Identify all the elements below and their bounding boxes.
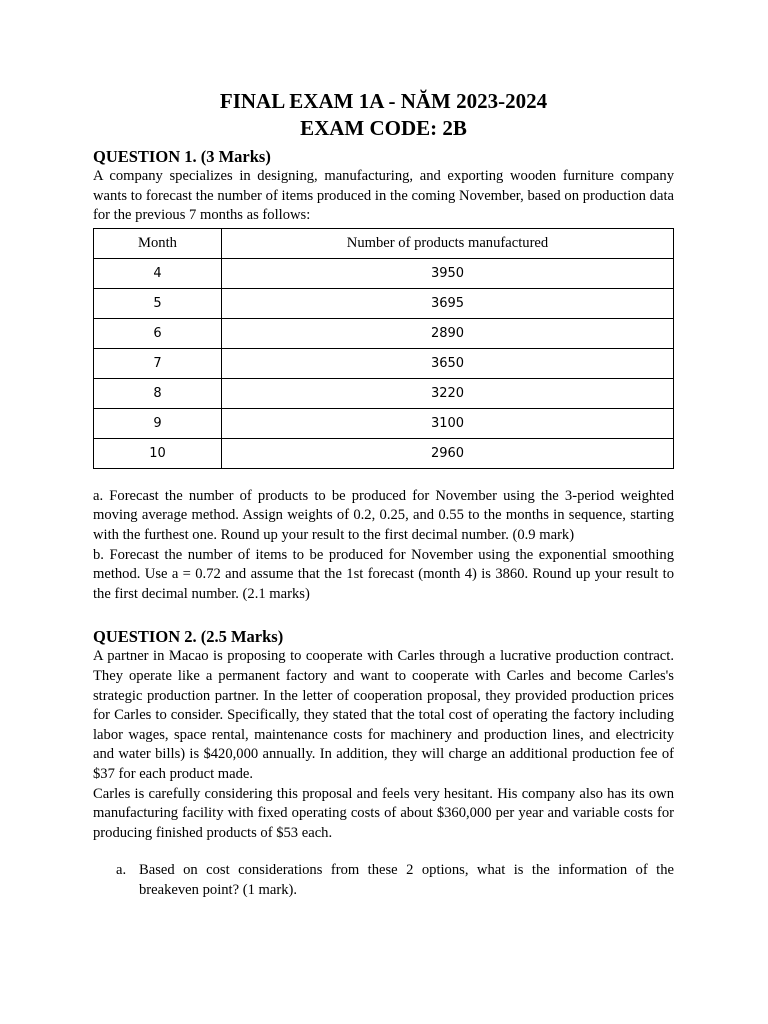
question-1-part-a: a. Forecast the number of products to be produced for November using the 3-period weighted moving average method. Assign weights of 0.2, 0.25, and 0.55 to the months in sequence, starting with the furthest one. Round up your result to the first decimal number. (0.9 mark) — [93, 487, 674, 543]
question-1-intro: A company specializes in designing, manufacturing, and exporting wooden furniture company wants to forecast the number of items produced in the coming November, based on production data for the previous 7 months as follows: — [93, 168, 674, 224]
cell-month: 4 — [94, 258, 222, 288]
exam-title: FINAL EXAM 1A - NĂM 2023-2024 — [219, 89, 548, 113]
table-header-row — [94, 228, 674, 258]
table-row — [94, 378, 674, 408]
question-2-item-a — [93, 861, 674, 900]
table-row — [94, 318, 674, 348]
cell-products: 3695 — [222, 288, 674, 318]
header-month: Month — [94, 228, 222, 258]
spacer — [93, 843, 674, 861]
list-marker: a. — [116, 862, 127, 879]
item-a-text: Based on cost considerations from these 2 options, what is the information of the breakeven point? (1 mark). — [139, 862, 674, 898]
question-2-para-1: A partner in Macao is proposing to cooperate with Carles through a lucrative production contract. They operate like a permanent factory and want to cooperate with Carles and become Carles's strategic production partner. In the letter of cooperation proposal, they provided production prices for Carles to consider. Specifically, they stated that the total cost of operating the factory including labor wages, space rental, maintenance costs for machinery and production lines, and electricity and water bills) is $420,000 annually. In addition, they will charge an additional production fee of $37 for each product made. — [93, 648, 674, 782]
cell-products: 3650 — [222, 348, 674, 378]
question-2-heading: QUESTION 2. (2.5 Marks) — [93, 627, 284, 647]
question-1-part-b: b. Forecast the number of items to be produced for November using the exponential smoothing method. Use a = 0.72 and assume that the 1st forecast (month 4) is 3860. Round up your result to the first decimal number. (2.1 marks) — [93, 546, 674, 602]
exam-code: EXAM CODE: 2B — [300, 116, 467, 140]
cell-products: 3100 — [222, 408, 674, 438]
exam-page — [93, 88, 674, 900]
cell-month: 6 — [94, 318, 222, 348]
spacer — [93, 469, 674, 487]
table-row — [94, 438, 674, 468]
cell-products: 2890 — [222, 318, 674, 348]
header-products: Number of products manufactured — [222, 228, 674, 258]
cell-products: 3950 — [222, 258, 674, 288]
production-table — [93, 228, 674, 469]
table-row — [94, 348, 674, 378]
cell-month: 9 — [94, 408, 222, 438]
question-2-para-2: Carles is carefully considering this proposal and feels very hesitant. His company also has its own manufacturing facility with fixed operating costs of about $360,000 per year and variable costs for producing finished products of $53 each. — [93, 785, 674, 841]
cell-month: 5 — [94, 288, 222, 318]
question-1-heading: QUESTION 1. (3 Marks) — [93, 147, 271, 166]
cell-products: 3220 — [222, 378, 674, 408]
table-row — [94, 258, 674, 288]
cell-products: 2960 — [222, 438, 674, 468]
cell-month: 7 — [94, 348, 222, 378]
table-row — [94, 408, 674, 438]
table-row — [94, 288, 674, 318]
cell-month: 8 — [94, 378, 222, 408]
spacer — [93, 604, 674, 622]
cell-month: 10 — [94, 438, 222, 468]
